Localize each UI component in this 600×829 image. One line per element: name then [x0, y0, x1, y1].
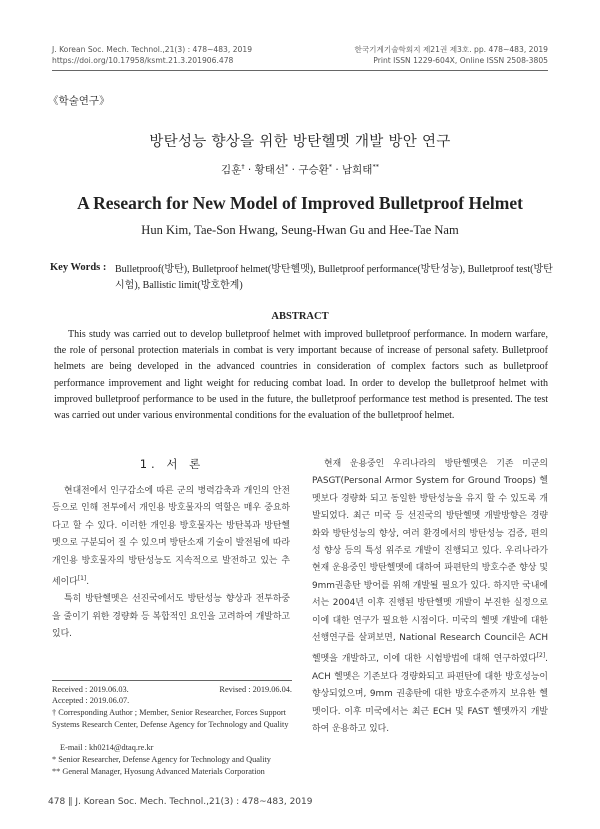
accepted-date: Accepted : 2019.06.07.: [52, 696, 130, 705]
issn-info: Print ISSN 1229-604X, Online ISSN 2508-3805: [373, 56, 548, 65]
article-category: 《학술연구》: [48, 95, 110, 107]
section-heading-introduction: 1. 서 론: [139, 457, 205, 471]
citation-ref[interactable]: [1]: [77, 575, 87, 583]
corresponding-author-note: † Corresponding Author ; Member, Senior Researcher, Forces Support Systems Research Center, Defense Agency for Technology and Quality: [52, 708, 289, 729]
abstract-body: This study was carried out to develop bulletproof helmet with improved bulletproof performance. In modern warfare, the role of personal protection materials in combat is very important because of increase of personal safety. Bulletproof helmets are being developed in the advanced countries in consideration of complex factors such as bulletproof performance improvement and light weight for reducing combat load. In order to develop the bulletproof helmet with improved bulletproof performance to be used in the future, the bulletproof performance test method is presented. The test was carried out under various environmental conditions for the evaluation of the bulletproof helmet.: [54, 329, 548, 422]
doi-link[interactable]: https://doi.org/10.17958/ksmt.21.3.201906.478: [52, 56, 234, 65]
title-korean: 방탄성능 향상을 위한 방탄헬멧 개발 방안 연구: [149, 134, 451, 150]
affiliation-note: ** General Manager, Hyosung Advanced Materials Corporation: [52, 767, 265, 776]
journal-citation-korean: 한국기계기술학회지 제21권 제3호. pp. 478~483, 2019: [354, 45, 548, 54]
authors-korean: 김훈† · 황태선* · 구승환* · 남희태**: [221, 162, 379, 176]
paragraph: 현재 운용중인 우리나라의 방탄헬멧은 기존 미군의 PASGT(Personal Armor System for Ground Troops) 헬멧보다 경량화 되고 동일한 방탄성능을 유지 할 수 있도록 개발되었다. 최근 미국 등 선진국의 방탄헬멧 개발방향은 경량화와 방탄성능의 향상, 여러 환경에서의 방탄성능 검증, 편의성 향상 등의 특성 위주로 개발이 진행되고 있다. 우리나라가 현재 운용중인 방탄헬멧에 대하여 파편탄의 방호수준 향상 및 9mm권총탄 방어를 위해 개발될 필요가 있다. 하지만 국내에서는 2004년 이후 진행된 방탄헬멧 개발이 부진한 실정으로 이에 대한 연구가 필요한 시점이다. 미국의 헬멧 개발에 대한 선행연구를 살펴보면, National Research Council은 ACH 헬멧을 개발하고, 이에 대한 시험방법에 대해 연구하였다[2]. ACH 헬멧은 기존보다 경량화되고 파편탄에 대한 방호성능이 향상되었으며, 9mm 권총탄에 대한 방호수준까지 보유한 헬멧이다. 이후 미국에서는 최근 ECH 및 FAST 헬멧까지 개발하여 운용하고 있다.: [312, 459, 548, 735]
affiliation-note: * Senior Researcher, Defense Agency for Technology and Quality: [52, 755, 271, 764]
paragraph: 현대전에서 인구감소에 따른 군의 병력감축과 개인의 안전 등으로 인해 전투에서 개인용 방호물자의 역할은 매우 중요하다고 할 수 있다. 이러한 개인용 방호물자는 방탄복과 방탄헬멧으로 구분되어 질 수 있으며 방탄소재 기술이 발전됨에 따라 개인용 방호물자의 방탄성능도 지속적으로 발전하고 있는 추세이다[1].: [52, 486, 290, 587]
received-date: Received : 2019.06.03.: [52, 685, 129, 694]
footnote-rule: [52, 680, 292, 681]
paragraph: 특히 방탄헬멧은 선진국에서도 방탄성능 향상과 전투하중을 줄이기 위한 경량화 등 복합적인 요인을 고려하여 개발하고 있다.: [52, 594, 290, 640]
revised-date: Revised : 2019.06.04.: [219, 685, 292, 694]
journal-citation: J. Korean Soc. Mech. Technol.,21(3) : 478~483, 2019: [52, 45, 253, 54]
keywords-label: Key Words :: [50, 262, 107, 273]
keywords-text: Bulletproof(방탄), Bulletproof helmet(방탄헬멧), Bulletproof performance(방탄성능), Bulletproof test(방탄시험), Ballistic limit(방호한계): [115, 264, 553, 291]
introduction-column-left: [52, 483, 290, 644]
page-footer: 478 ∥ J. Korean Soc. Mech. Technol.,21(3) : 478~483, 2019: [48, 797, 313, 807]
authors-english: Hun Kim, Tae-Son Hwang, Seung-Hwan Gu and Hee-Tae Nam: [141, 223, 459, 237]
title-english: A Research for New Model of Improved Bulletproof Helmet: [77, 193, 523, 213]
abstract-heading: ABSTRACT: [271, 311, 329, 322]
introduction-column-right: [312, 456, 548, 738]
author-email[interactable]: E-mail : kh0214@dtaq.re.kr: [60, 743, 154, 752]
citation-ref[interactable]: [2]: [536, 652, 546, 660]
header-rule: [52, 70, 548, 71]
